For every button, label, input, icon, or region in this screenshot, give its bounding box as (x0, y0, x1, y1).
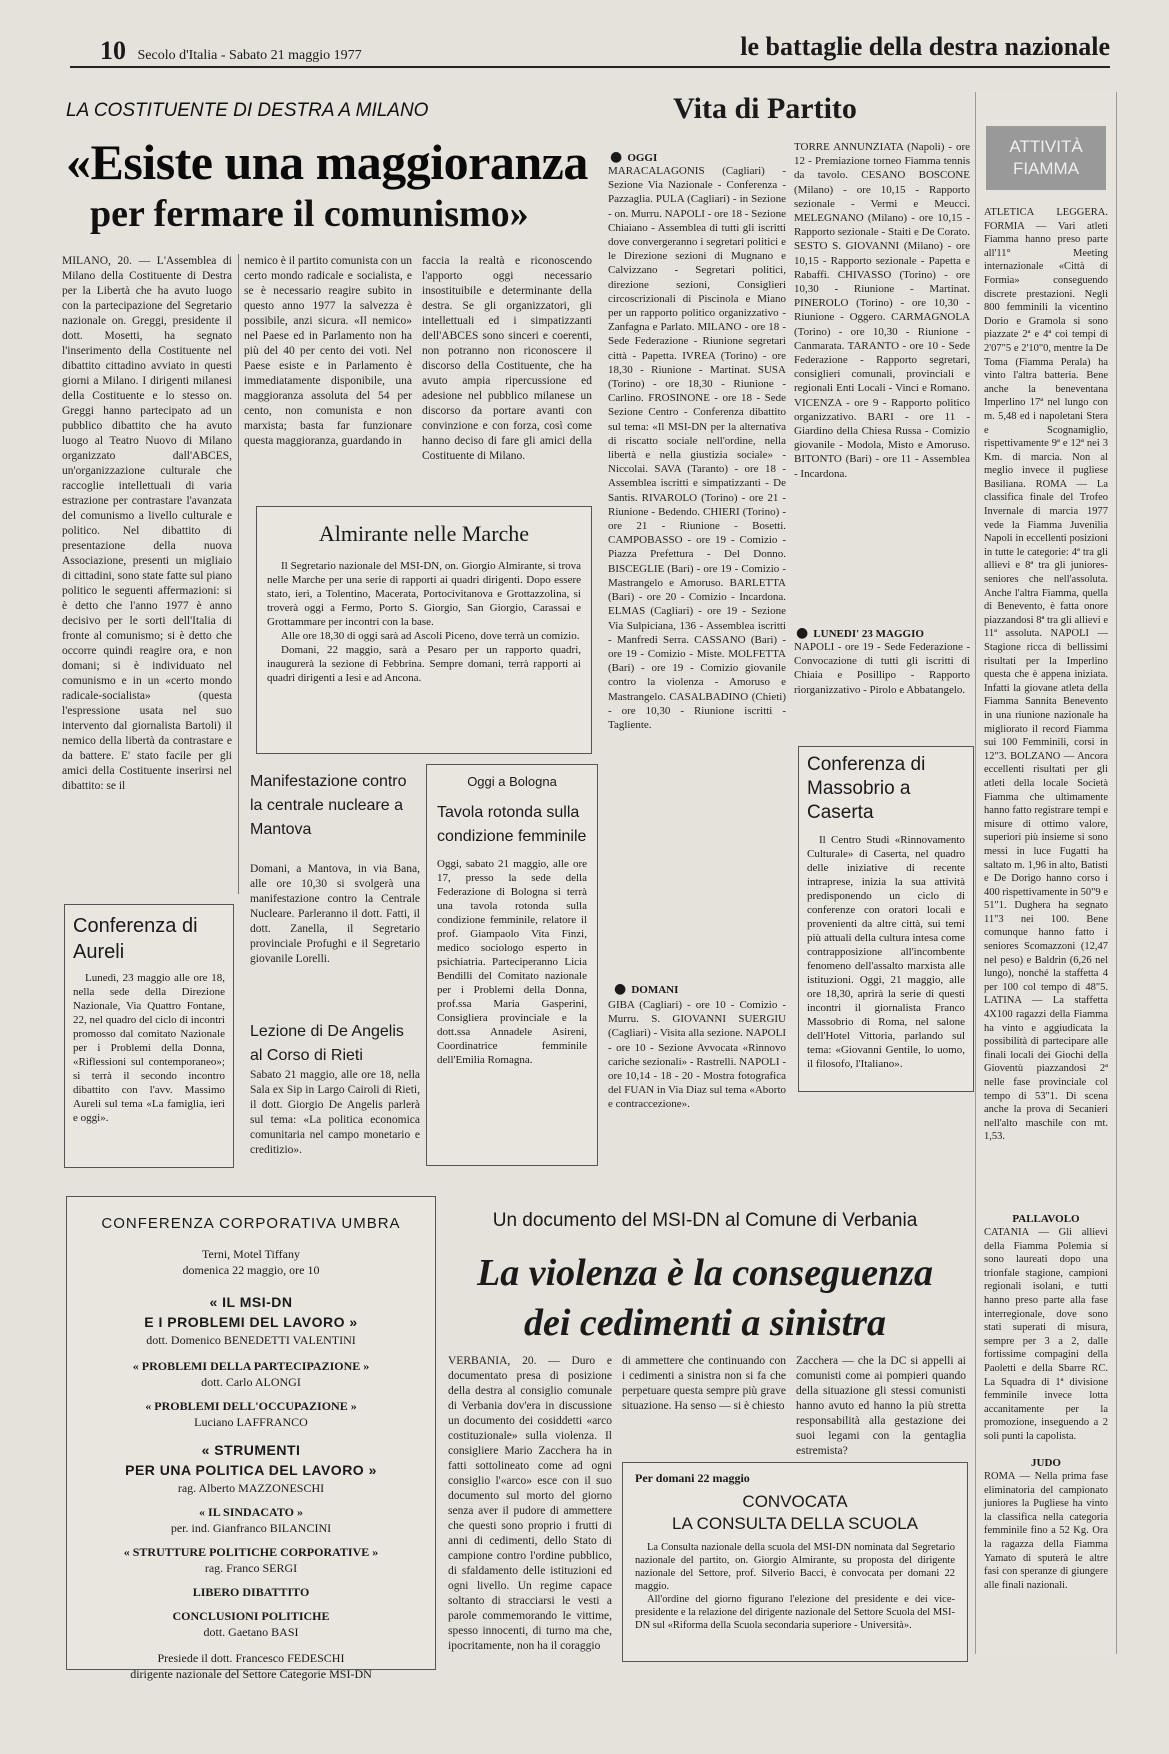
almirante-text-3: Domani, 22 maggio, sarà a Pesaro per un rapporto quadri, inaugurerà la sezione di Febbrina. Sempre domani, terrà rapporti ai quadri dirigenti a Iesi e ad Ancona. (267, 644, 581, 684)
section-title: le battaglie della destra nazionale (740, 32, 1110, 61)
scuola-kicker: Per domani 22 maggio (635, 1471, 750, 1485)
scuola-text-2: All'ordine del giorno figurano l'elezione del presidente e dei vice-presidente e la relazione del dirigente nazionale del Settore Scuola del MSI-DN sul «Riforma della Scuola secondaria superiore - Università». (635, 1594, 955, 1631)
umbra-topic-4b: PER UNA POLITICA DEL LAVORO » (125, 1462, 377, 1478)
manifestazione-text: Domani, a Mantova, in via Bana, alle ore 10,30 si svolgerà una manifestazione contro la Centrale Nucleare. Parleranno il dott. Fatti, il dott. Zanella, il Segretario provinciale Profughi e il Segretario giovanile Lorelli. (250, 863, 420, 965)
vita-domani: ● DOMANI (614, 981, 679, 997)
umbra-topic-5: « IL SINDACATO » (199, 1505, 303, 1519)
verbania-column-2: di ammettere che continuando con i cedimenti a sinistra non si fa che perpetuare questa sempre più grave situazione. Ha senso — si è chiesto (622, 1355, 786, 1412)
umbra-speaker-3: Luciano LAFFRANCO (194, 1415, 308, 1429)
verbania-title-1: La violenza è la conseguenza (477, 1252, 933, 1294)
vita-lunedi-label: LUNEDI' 23 MAGGIO (813, 628, 924, 640)
umbra-topic-6: « STRUTTURE POLITICHE CORPORATIVE » (123, 1545, 379, 1559)
umbra-topic-1: « IL MSI-DN (209, 1294, 293, 1310)
almirante-title: Almirante nelle Marche (318, 521, 530, 546)
sidebar-section-judo: JUDO (1031, 1457, 1061, 1469)
masthead (100, 36, 362, 66)
umbra-footer-2: dirigente nazionale del Settore Categorie MSI-DN (130, 1667, 372, 1681)
umbra-place: Terni, Motel Tiffany (202, 1247, 300, 1261)
vita-title: Vita di Partito (673, 92, 857, 125)
aureli-title: Conferenza di Aureli (73, 915, 198, 963)
massobrio-title: Conferenza di Massobrio a Caserta (807, 754, 926, 823)
massobrio-text: Il Centro Studi «Rinnovamento Culturale» di Caserta, nel quadro delle iniziative di recente intraprese, inizia la sua attività predisponendo un ciclo di conferenze con oratori locali e provenienti da altre città, sui temi più attuali della cultura intesa come contrapposizione all'incombente fenomeno dell'assalto marxista alle istituzioni. Oggi, 21 maggio, alle ore 18,30, aprirà la serie di questi incontri il giornalista Franco Massobrio di Roma, nel salone dell'Hotel Vittoria, parlando sul tema: «Giovanni Gentile, lo uomo, il filosofo, l'Italiano». (807, 834, 965, 1070)
umbra-speaker-2: dott. Carlo ALONGI (201, 1375, 301, 1389)
umbra-topic-1b: E I PROBLEMI DEL LAVORO » (144, 1314, 358, 1330)
masthead-text: Secolo d'Italia - Sabato 21 maggio 1977 (137, 48, 362, 63)
almirante-box (256, 506, 592, 754)
lead-column-3: faccia la realtà e riconoscendo l'apporto oggi necessario insostituibile e determinante della destra. Se gli organizzatori, gli intellettuali ed i simpatizzanti dell'ABCES sono sinceri e coerenti, non potranno non riconoscere il discorso della Costituente, che ha avuto ampia ripercussione ed adesione nel pubblico milanese un discorso da portare avanti con convinzione e con forza, così come hanno deciso di fare gli amici della Costituente di Milano. (422, 255, 592, 462)
umbra-topic-8: CONCLUSIONI POLITICHE (172, 1609, 330, 1623)
lead-column-1: MILANO, 20. — L'Assemblea di Milano della Costituente di Destra per la Libertà che ha avuto luogo con la partecipazione del Segretario nazionale on. Greggi, presidente il dott. Mosetti, ha segnato l'inserimento della Costituente nel dibattito cittadino avviato in questi giorni a Milano. I dirigenti milanesi della Costituente e lo stesso on. Greggi hanno partecipato ad un pubblico dibattito che ha avuto luogo al Teatro Nuovo di Milano organizzato dall'ABCES, un'organizzazione culturale che raccoglie intellettuali di varia estrazione per contrastare l'avanzata del comunismo a livello culturale e politico. Nel dibattito di presentazione della nuova Associazione, presenti un migliaio di cittadini, sono state fatte sul piano politico le seguenti affermazioni: si è detto che l'anno 1977 è anno decisivo per le sorti dell'Italia di fronte al comunismo; si è detto che occorre quindi reagire ora, e non domani; si è individuato nel comunismo e in un «certo mondo radicale-socialista» (questa l'espressione usata nel suo intervento dal giornalista Bartoli) il nemico della libertà da contrastare e da battere. E' stato facile per gli amici della Costituente inserirsi nel dibattito: se il (62, 255, 232, 792)
sidebar-text: ATLETICA LEGGERA. FORMIA — Vari atleti Fiamma hanno preso parte all'11° Meeting internazionale «Città di Formia» conseguendo discrete prestazioni. Negli 800 femminili la vicentino Dorio e Gramola si sono piazzate 2ª e 4ª coi tempi di 2'07"5 e 2'10"0, mentre la De Toma (Fiamma Perala) ha vinto l'altra batteria. Bene anche la beneventana Imperlino 17ª nel lungo con m. 5,48 ed i napoletani Stera e Scognamiglio, rispettivamente 9ª e 12ª nei 3 Km. di marcia. Non al meglio invece il pugliese Basiliana. ROMA — La classifica finale del Trofeo Invernale di marcia 1977 vede la Fiamma Juvenilia Napoli in eccellenti posizioni in tutte le categorie: 4ª tra gli allievi e 8ª tra gli juniores-seniores che nell'assoluta. Anche l'altra Fiamma, quella di Benevento, è fatta onore piazzandosi 8ª tra gli allievi e 11ª assoluta. NAPOLI — Stagione ricca di bellissimi risultati per la Imperlino questa che è appena iniziata. Infatti la giovane atleta della Fiamma Sannita Benevento in una riunione nazionale ha migliorato il record Fiamma sui 100 Femminili, corsi in 12"3. BOLZANO — Ancora eccellenti risultati per gli atleti della locale Società Fiamma che ultimamente hanno fatto registrare tempi e misure di ottimo valore, superiori più insieme si sono messi in luce Fugatti ha saltato m. 1,96 in alto, Batisti e De Dorigo hanno corso i 400 rispettivamente in 50"9 e 51"1. Dughera ha segnato 11"3 nei 100. Bene comunque hanno fatto i seniores Scomazzoni (12,47 nel peso) e Baldrin (6,26 nel lungo), nonché la staffetta 4 per 100 col tempo di 48"5. LATINA — La staffetta 4X100 ragazzi della Fiamma ha vinto e aggiudicata la possibilità di partecipare alle finali locali dei Giochi della Gioventù piazzandosi 2ª nelle fase provinciale col tempo di 53"1. Di scena anche la prova di Secanieri nell'alto maschile con mt. 1,53. (984, 207, 1108, 1143)
vita-domani-label: DOMANI (631, 984, 679, 996)
sidebar-text-2: CATANIA — Gli allievi della Fiamma Polemia si sono laureati dopo una trionfale stagione, campioni regionali isolani, e tutti hanno preso parte alla fase interregionale, dove sono stati superati di misura, sempre per 3 a 2, dalle fortissime compagini della Paoletti e della Sbarre RC. La Squadra di 1ª divisione femminile invece lotta accanitamente per la promozione, inseguendo a 2 soli punti la capolista. (984, 1227, 1108, 1442)
aureli-text: Lunedì, 23 maggio alle ore 18, nella sede della Direzione Nazionale, Via Quattro Fontane, 22, nel quadro del ciclo di incontri promosso dal comitato Nazionale per i Problemi della Donna, «Riflessioni sul contemporaneo»; si terrà il secondo incontro dibattito con l'avv. Massimo Aureli sul tema «La famiglia, ieri e oggi». (73, 972, 225, 1124)
umbra-date: domenica 22 maggio, ore 10 (182, 1263, 320, 1277)
lead-title-line2: per fermare il comunismo» (90, 193, 529, 235)
umbra-topic-4: « STRUMENTI (201, 1442, 301, 1458)
scuola-title-1: CONVOCATA (742, 1492, 848, 1511)
manifestazione-title: Manifestazione contro la centrale nucleare a Mantova (250, 773, 407, 838)
sidebar-badge (986, 126, 1106, 190)
bologna-kicker: Oggi a Bologna (467, 774, 557, 789)
sidebar-attivita (975, 92, 1117, 1654)
scuola-title-2: LA CONSULTA DELLA SCUOLA (672, 1514, 918, 1533)
umbra-speaker-8: dott. Gaetano BASI (203, 1625, 299, 1639)
vita-column-1b: GIBA (Cagliari) - ore 10 - Comizio - Murru. S. GIOVANNI SUERGIU (Cagliari) - Visita alla sezione. NAPOLI - ore 10 - Sezione Avvocata «Rinnovo cariche sezionali» - Rastrelli. NAPOLI - ore 10,14 - 18 - 20 - Mostra fotografica del FUAN in Via Diaz sul tema «Aborto e contraccezione». (608, 999, 786, 1111)
vita-oggi-label: OGGI (627, 152, 658, 164)
umbra-title: CONFERENZA CORPORATIVA UMBRA (101, 1215, 401, 1232)
deangelis-title: Lezione di De Angelis al Corso di Rieti (250, 1023, 404, 1064)
sidebar-badge-line2: FIAMMA (1012, 159, 1080, 178)
vita-column-2: TORRE ANNUNZIATA (Napoli) - ore 12 - Premiazione torneo Fiamma tennis da tavolo. CESANO BOSCONE (Milano) - ore 10,15 - Rapporto sezionale - Vermi e Meucci. MELEGNANO (Milano) - ore 10,15 - Rapporto sezionale - Staiti e De Corato. SESTO S. GIOVANNI (Milano) - ore 10,15 - Rapporto sezionale - Papetta e Rabaffi. CHIVASSO (Torino) - ore 10,30 - Riunione - Martinat. PINEROLO (Torino) - ore 10,30 - Riunione - Oggero. CARMAGNOLA (Torino) - ore 10,30 - Riunione - Canmarata. TARANTO - ore 10 - Sede Federazione - Rapporto segretari, consiglieri comunali, provinciali e regionali Enti Locali - Vinci e Romano. VICENZA - ore 9 - Rapporto politico organizzativo. BARI - ore 11 - Giardino della Chiesa Russa - Comizio giovanile - Modola, Misto e Amoruso. BITONTO (Bari) - ore 11 - Assemblea - Incardona. (794, 141, 970, 480)
verbania-column-1: VERBANIA, 20. — Duro e documentato presa di posizione della destra al consiglio comunale di Verbania dov'era in discussione un documento dei cosiddetti «arco costituzionale» sulla violenza. Il consigliere Mario Zacchera ha in fatti sottolineato come ad ogni consiglio l'«arco» esce con il suo documento sul morto del giorno senza aver il pudore di ammettere che questi sono proprio i frutti di anni di cedimenti, dello Stato di campione contro l'ordine pubblico, di sfaldamento delle istituzioni ed ogni livello. Un regime capace soltanto di stracciarsi le vesti a parole commemorando le vittime, spesso innocenti, di turno ma che, ipocritamente, non ha il coraggio (448, 1355, 612, 1652)
vita-lunedi: ● LUNEDI' 23 MAGGIO (796, 625, 924, 641)
umbra-box (66, 1196, 436, 1681)
bologna-text: Oggi, sabato 21 maggio, alle ore 17, presso la sede della Federazione di Bologna si terrà una tavola rotonda sulla condizione femminile, relatore il prof. Giampaolo Vita Finzi, medico sociologo esperto in psichiatria. Parteciperanno Licia Bendilli del Comitato nazionale per i Problemi della Donna, prof.ssa Maria Gasperini, Consigliera provinciale e la dott.ssa Annadele Asireni, Coordinatrice femminile dell'Emilia Romagna. (437, 858, 587, 1066)
lead-kicker: LA COSTITUENTE DI DESTRA A MILANO (66, 100, 429, 121)
lead-title-line1: «Esiste una maggioranza (66, 134, 588, 190)
vita-column-2b: NAPOLI - ore 19 - Sede Federazione - Convocazione di tutti gli iscritti di Chiaia e Posillipo - Rapporto riorganizzativo - Pirolo e Abbatangelo. (794, 641, 970, 696)
scuola-text-1: La Consulta nazionale della scuola del MSI-DN nominata dal Segretario nazionale del partito, on. Giorgio Almirante, su proposta del dirigente nazionale del Settore, prof. Silverio Bacci, è convocata per domani 22 maggio. (635, 1542, 955, 1592)
deangelis-text: Sabato 21 maggio, alle ore 18, nella Sala ex Sip in Largo Cairoli di Rieti, il dott. Giorgio De Angelis parlerà sul tema: «La politica economica comunitaria nel campo monetario e creditizio». (250, 1069, 420, 1156)
bologna-title: Tavola rotonda sulla condizione femminile (437, 804, 587, 845)
umbra-topic-2: « PROBLEMI DELLA PARTECIPAZIONE » (132, 1359, 370, 1373)
umbra-speaker-6: rag. Franco SERGI (204, 1561, 298, 1575)
page-header (70, 28, 1110, 68)
sidebar-badge-line1: ATTIVITÀ (1009, 137, 1083, 156)
umbra-speaker-5: per. ind. Gianfranco BILANCINI (170, 1521, 332, 1535)
almirante-text-2: Alle ore 18,30 di oggi sarà ad Ascoli Piceno, dove terrà un comizio. (281, 630, 580, 642)
lead-column-2: nemico è il partito comunista con un certo mondo radicale e socialista, e se è necessario reagire subito in questo anno 1977 la salvezza è possibile, anzi sicura. «Il nemico» nel Paese ed in Parlamento non ha più del 40 per cento dei voti. Nel Paese esiste e in Parlamento è immediatamente disponibile, una maggioranza assoluta del 54 per cento, non comunista e non marxista; basta far funzionare questa maggioranza, guardando in (244, 255, 412, 447)
column-rule (238, 254, 239, 894)
sidebar-text-3: ROMA — Nella prima fase eliminatoria del campionato juniores la Pugliese ha vinto la classifica nella categoria femminile fino a 52 Kg. Ora la ragazza della Fiamma Yamato di sputerà le altre fasi con speranze di giungere alle finali nazionali. (984, 1471, 1108, 1591)
vita-oggi: ● OGGI (610, 149, 658, 165)
aureli-box (64, 904, 234, 1168)
verbania-title-2: dei cedimenti a sinistra (523, 1302, 887, 1344)
umbra-speaker-1: dott. Domenico BENEDETTI VALENTINI (146, 1333, 356, 1347)
verbania-kicker: Un documento del MSI-DN al Comune di Verbania (492, 1210, 918, 1231)
massobrio-box (798, 746, 974, 1092)
page-number: 10 (100, 36, 126, 65)
bologna-box (426, 764, 598, 1166)
scuola-box (622, 1462, 968, 1662)
almirante-text-1: Il Segretario nazionale del MSI-DN, on. Giorgio Almirante, si trova nelle Marche per una serie di rapporti ai quadri dirigenti. Dopo essere stato, ieri, a Tolentino, Macerata, Portocivitanova e Grottazzolina, si troverà oggi a Fermo, Porto S. Giorgio, San Giorgio, Carassai e Grottammare per incontri con la base. (267, 560, 581, 628)
umbra-topic-7: LIBERO DIBATTITO (192, 1585, 310, 1599)
vita-column-1: MARACALAGONIS (Cagliari) - Sezione Via Nazionale - Conferenza - Pazzaglia. PULA (Cagliari) - in Sezione - on. Murru. NAPOLI - ore 18 - Sezione Chiaiano - Assemblea di tutti gli iscritti dove convergeranno i segretari politici e le Direzione sezioni di Mugnano e Calvizzano - Segretari politici, direzione sezioni, Consiglieri circoscrizionali di Piscinola e Miano per un rapporto politico organizzativo - Zanfagna e Parlato. MILANO - ore 18 - Sede Federazione - Riunione segretari città - Papetta. IVREA (Torino) - ore 18,30 - Riunione - Martinat. SUSA (Torino) - ore 18,30 - Riunione - Carlino. FROSINONE - ore 18 - Sede Sezione Centro - Conferenza dibattito sul tema: «Il MSI-DN per la alternativa di riscatto sociale nell'ordine, nella libertà e nella giustizia sociale» - Niccolai. SAVA (Taranto) - ore 18 - Assemblea iscritti e simpatizzanti - De Santis. RIVAROLO (Torino) - ore 21 - Riunione - Bedendo. CHIERI (Torino) - ore 21 - Riunione - Bosetti. CAMPOBASSO - ore 19 - Comizio - Piazza Prefettura - Del Donno. BISCEGLIE (Bari) - ore 19 - Comizio - Mastrangelo e Amoruso. BARLETTA (Bari) - ore 20 - Comizio - Incardona. ELMAS (Cagliari) - ore 19 - Sezione Via Sulpiciana, 136 - Assemblea iscritti - Manfredi Serra. CASSANO (Bari) - ore 19 - Comizio - Miste. MOLFETTA (Bari) - ore 19 - Comizio giovanile contro la violenza - Amoruso e Mastrangelo. CASALBADINO (Chieti) - ore 10,30 - Riunione iscritti - Tagliente. (608, 165, 786, 731)
sidebar-section-pallavolo: PALLAVOLO (1012, 1213, 1080, 1225)
umbra-speaker-4: rag. Alberto MAZZONESCHI (177, 1481, 325, 1495)
umbra-footer-1: Presiede il dott. Francesco FEDESCHI (157, 1651, 345, 1665)
umbra-topic-3: « PROBLEMI DELL'OCCUPAZIONE » (145, 1399, 357, 1413)
verbania-column-3: Zacchera — che la DC si appelli ai comunisti come ai pompieri quando della situazione gli stessi comunisti hanno avuto ed hanno la più stretta responsabilità alla gestazione dei suoi legami con la gentaglia estremista? (796, 1355, 966, 1457)
